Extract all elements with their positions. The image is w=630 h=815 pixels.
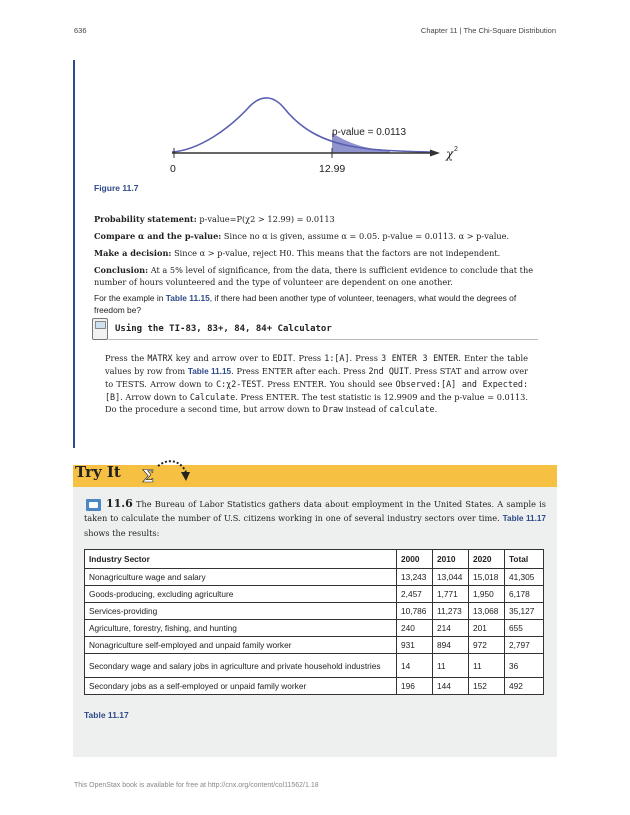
table-row [85,603,544,620]
header-cell: 2020 [469,550,505,569]
table-cell: Services-providing [85,603,397,620]
table-row [85,586,544,603]
chapter-title: Chapter 11 | The Chi-Square Distribution [420,26,556,35]
header-cell: 2010 [433,550,469,569]
sigma-icon [140,458,196,490]
header-cell: Industry Sector [85,550,397,569]
table-cell: 13,044 [433,569,469,586]
compare-statement [94,230,537,242]
exercise-number: 11.6 [106,497,133,510]
exercise-text [84,497,546,540]
calc-key: MATRX [147,353,173,363]
header-cell: 2000 [397,550,433,569]
table-cell: 13,068 [469,603,505,620]
marker-label: 12.99 [319,163,346,175]
chi-square-curve [172,98,430,152]
table-cell: 1,950 [469,586,505,603]
table-cell: Nonagriculture wage and salary [85,569,397,586]
decision-lead: Make a decision: [94,248,172,258]
table-cell: 35,127 [504,603,543,620]
calc-text: . Enter the table values by row from [105,353,528,376]
calc-text: . Press ENTER. You should see [261,379,396,389]
table-cell: 152 [469,678,505,695]
probability-lead: Probability statement: [94,214,197,224]
sigma-arrow-head [181,472,190,481]
table-cell: 214 [433,620,469,637]
axis-exponent: 2 [454,146,458,153]
calc-key: calculate [389,404,435,414]
try-it-label: Try It [75,463,121,481]
table-cell: 6,178 [504,586,543,603]
page-number: 636 [74,26,87,35]
probability-text: p-value=P(χ2 > 12.99) = 0.0113 [199,214,335,224]
chi-square-figure [160,88,460,180]
table-11-17-link[interactable]: Table 11.17 [502,514,546,523]
table-cell: 41,305 [504,569,543,586]
figure-caption [94,183,138,193]
table-cell: 11,273 [433,603,469,620]
calc-text: Press the [105,353,148,363]
table-cell: 10,786 [397,603,433,620]
sigma-arrow-dots [158,461,186,472]
table-cell: 196 [397,678,433,695]
figure-caption-number: 11.7 [122,183,139,193]
table-cell: 36 [504,654,543,678]
table-cell: Agriculture, forestry, fishing, and hunting [85,620,397,637]
calculator-icon [92,318,108,340]
calc-text: instead of [343,404,390,414]
calc-text: . Press ENTER after each. Press [231,365,369,376]
x-axis-arrow [430,150,440,157]
calc-key: Calculate [189,391,236,402]
table-cell: 14 [397,654,433,678]
table-cell: Goods-producing, excluding agriculture [85,586,397,603]
table-row [85,654,544,678]
figure-caption-prefix: Figure [94,183,120,193]
calc-key: EDIT [272,353,293,363]
decision-statement [94,247,537,259]
calc-key: 2nd QUIT [368,365,409,376]
table-cell: 201 [469,620,505,637]
calc-text: . Arrow down to [120,391,190,402]
table-cell: Secondary wage and salary jobs in agriculture and private household industries [85,654,397,678]
employment-table [84,549,544,695]
calc-key: Draw [322,404,344,414]
calc-text: . Press ENTER. The test statistic is 12.9909 and the p-value = 0.0113. Do the procedure a second time, but arrow down to [105,391,528,414]
sigma-glyph: Σ [142,467,155,487]
table-cell: 13,243 [397,569,433,586]
calc-text: . [434,404,438,414]
calc-text: . Press [292,353,325,363]
table-cell: 144 [433,678,469,695]
table-cell: 240 [397,620,433,637]
calc-key: 3 ENTER 3 ENTER [381,353,459,363]
calc-text: key and arrow over to [172,353,273,363]
table-cell: 11 [469,654,505,678]
calc-key: C:χ2-TEST [216,379,262,389]
degrees-question [94,292,537,316]
calc-text: . Press [349,353,382,363]
table-cell: Nonagriculture self-employed and unpaid family worker [85,637,397,654]
table-row [85,637,544,654]
calculator-title: Using the TI-83, 83+, 84, 84+ Calculator [115,324,332,334]
table-row [85,678,544,695]
table-cell: 15,018 [469,569,505,586]
table-cell: 655 [504,620,543,637]
decision-text: Since α > p-value, reject H0. This means that the factors are not independent. [174,248,501,258]
compare-text: Since no α is given, assume α = 0.05. p-value = 0.0113. α > p-value. [223,231,510,241]
calculator-instructions [105,352,528,416]
table-row [85,569,544,586]
page-footer: This OpenStax book is available for free at http://cnx.org/content/col11562/1.18 [74,782,319,789]
question-post: , if there had been another type of volunteer, teenagers, what would the degrees of freedom be? [94,293,517,315]
exercise-post: shows the results: [84,528,160,538]
pvalue-label: p-value = 0.0113 [332,127,407,138]
table-cell: 2,457 [397,586,433,603]
probability-statement [94,213,537,225]
question-pre: For the example in [94,293,164,303]
header-cell: Total [504,550,543,569]
table-cell: 11 [433,654,469,678]
table-cell: 894 [433,637,469,654]
table-cell: 492 [504,678,543,695]
calc-text: . Press STAT and arrow over to TESTS. Arrow down to [105,365,528,389]
origin-label: 0 [170,163,176,175]
calc-key: Observed:[A] and Expected:[B] [105,379,528,402]
table-11-15-link[interactable]: Table 11.15 [165,293,210,303]
table-cell: 1,771 [433,586,469,603]
calc-key: 1:[A] [324,353,350,363]
table-caption: Table 11.17 [84,710,129,720]
axis-symbol: χ [446,147,454,161]
table-row [85,620,544,637]
table-11-15-link[interactable]: Table 11.15 [187,366,232,376]
table-cell: 2,797 [504,637,543,654]
table-header-row [85,550,544,569]
table-cell: Secondary jobs as a self-employed or unpaid family worker [85,678,397,695]
conclusion-statement [94,264,537,288]
exercise-pre: The Bureau of Labor Statistics gathers data about employment in the United States. A sample is taken to calculate the number of U.S. citizens working in one of several industry sectors over time. [84,499,546,523]
table-cell: 931 [397,637,433,654]
calculator-divider [108,339,538,340]
conclusion-text: At a 5% level of significance, from the data, there is sufficient evidence to conclude that the number of hours volunteered and the type of volunteer are dependent on one another. [94,265,534,287]
conclusion-lead: Conclusion: [94,265,149,275]
example-left-rule [73,60,75,448]
compare-lead: Compare α and the p-value: [94,231,222,241]
table-cell: 972 [469,637,505,654]
